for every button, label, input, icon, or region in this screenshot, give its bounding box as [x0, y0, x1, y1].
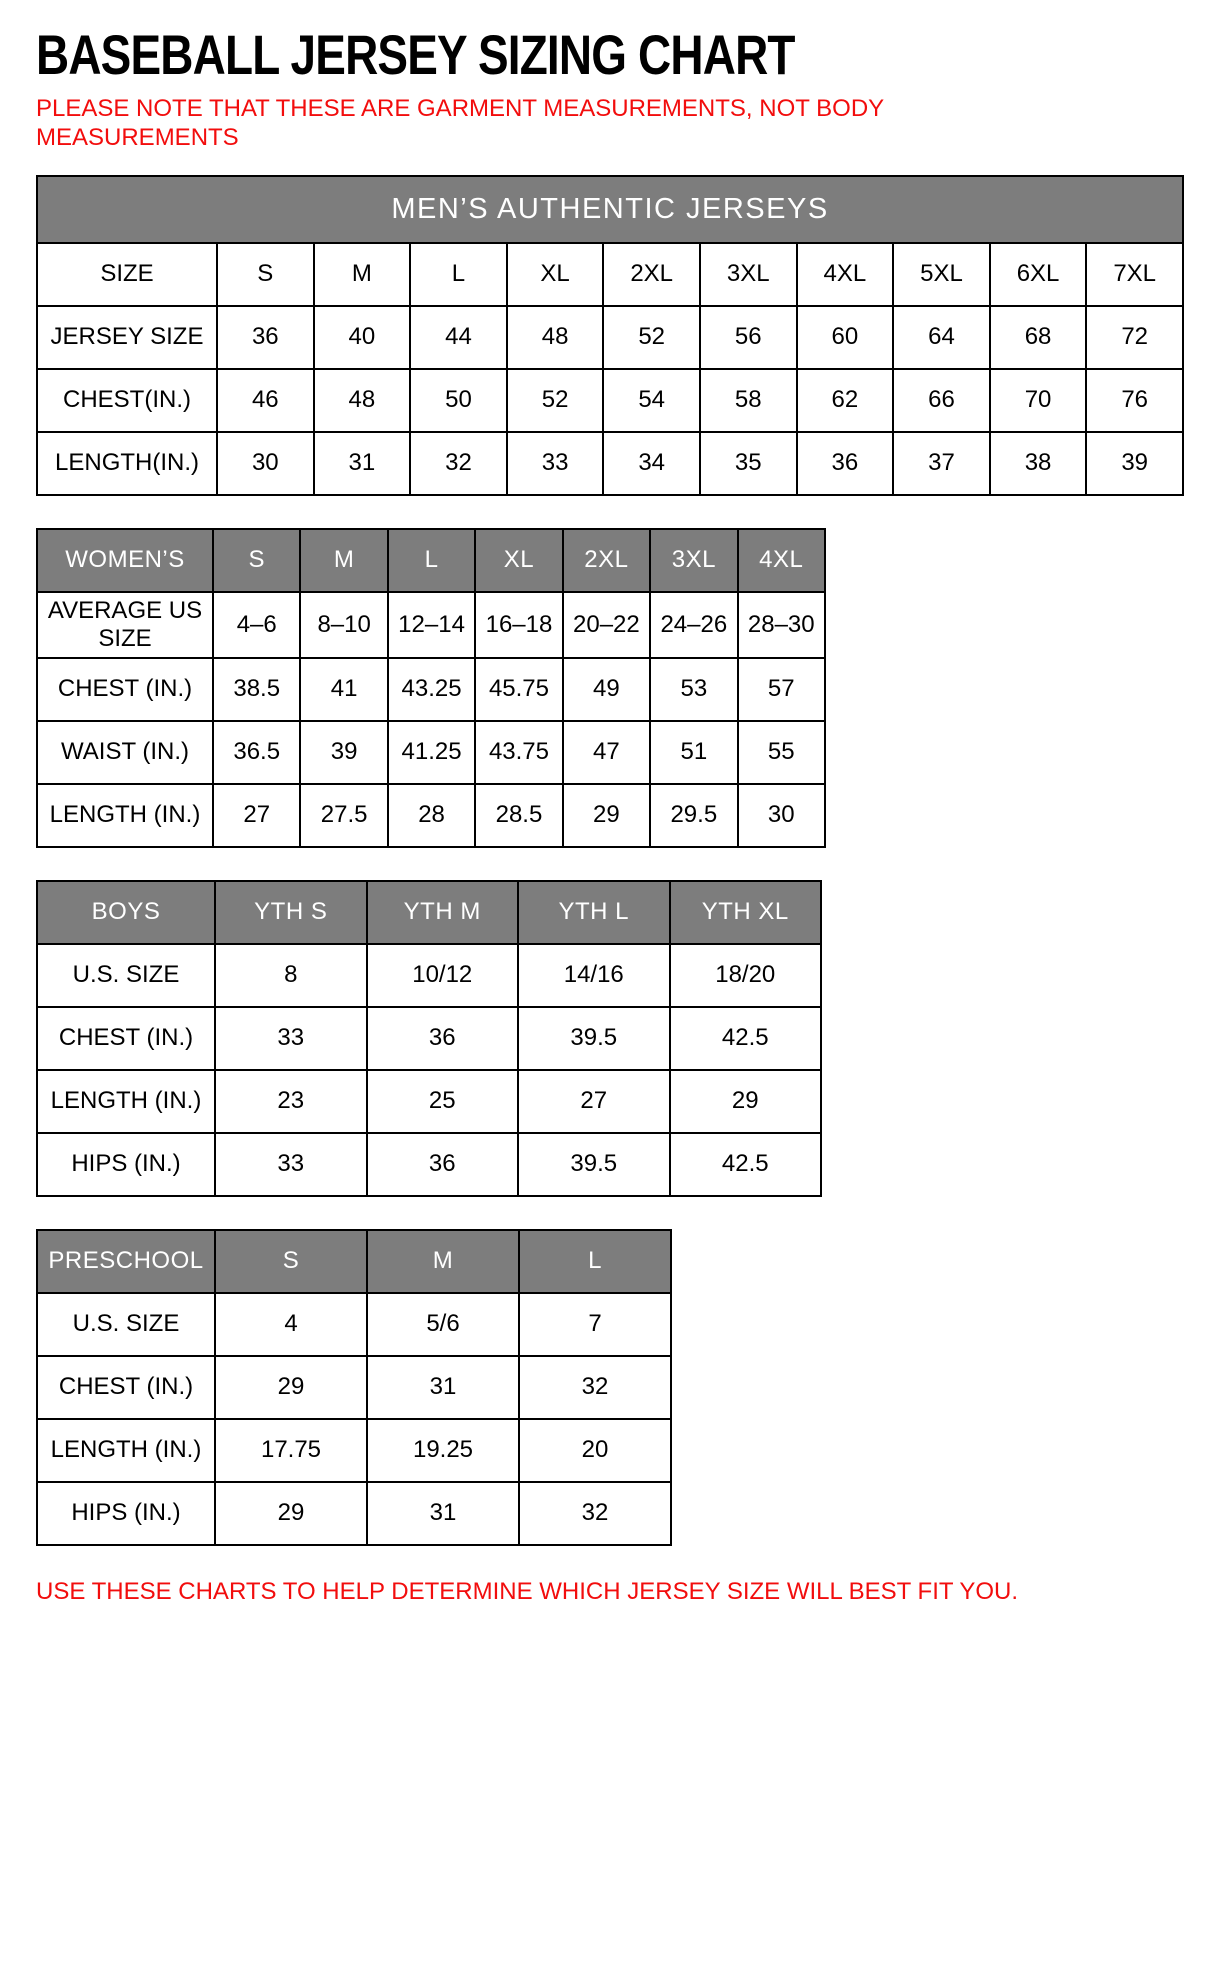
table-cell: 34	[603, 432, 700, 495]
table-cell: 39.5	[518, 1133, 670, 1196]
row-label: LENGTH (IN.)	[37, 784, 213, 847]
table-row	[37, 658, 825, 721]
table-cell: 27	[213, 784, 300, 847]
table-row	[37, 1007, 821, 1070]
table-row	[37, 306, 1183, 369]
row-label: SIZE	[37, 243, 217, 306]
table-cell: 5/6	[367, 1293, 519, 1356]
table-cell: 57	[738, 658, 825, 721]
table-cell: 8–10	[300, 592, 387, 658]
table-cell: 49	[563, 658, 650, 721]
table-cell: 32	[519, 1482, 671, 1545]
table-cell: 55	[738, 721, 825, 784]
table-cell: 10/12	[367, 944, 519, 1007]
table-row	[37, 1482, 671, 1545]
table-cell: 45.75	[475, 658, 562, 721]
table-cell: 8	[215, 944, 367, 1007]
table-cell: 16–18	[475, 592, 562, 658]
table-cell: 29	[670, 1070, 822, 1133]
table-cell: 12–14	[388, 592, 475, 658]
row-label: HIPS (IN.)	[37, 1133, 215, 1196]
table-cell: 39.5	[518, 1007, 670, 1070]
row-label: CHEST (IN.)	[37, 1356, 215, 1419]
table-cell: 40	[314, 306, 411, 369]
table-cell: 4–6	[213, 592, 300, 658]
garment-measurement-note: PLEASE NOTE THAT THESE ARE GARMENT MEASUREMENTS, NOT BODY MEASUREMENTS	[36, 95, 884, 151]
mens-table-title: MEN’S AUTHENTIC JERSEYS	[37, 176, 1183, 243]
column-header: 3XL	[650, 529, 737, 592]
row-label: U.S. SIZE	[37, 1293, 215, 1356]
table-cell: 29	[215, 1482, 367, 1545]
table-cell: 50	[410, 369, 507, 432]
column-header: 4XL	[738, 529, 825, 592]
table-row	[37, 243, 1183, 306]
table-cell: 51	[650, 721, 737, 784]
table-row	[37, 432, 1183, 495]
table-cell: 76	[1086, 369, 1183, 432]
table-cell: 31	[314, 432, 411, 495]
table-cell: 44	[410, 306, 507, 369]
table-row	[37, 369, 1183, 432]
table-cell: 41	[300, 658, 387, 721]
table-cell: 72	[1086, 306, 1183, 369]
row-label: LENGTH(IN.)	[37, 432, 217, 495]
column-header: L	[388, 529, 475, 592]
table-row	[37, 592, 825, 658]
boys-sizing-table	[36, 880, 822, 1197]
page-title: BASEBALL JERSEY SIZING CHART	[36, 23, 795, 86]
boys-header-label: BOYS	[37, 881, 215, 944]
column-header: 2XL	[563, 529, 650, 592]
table-cell: 37	[893, 432, 990, 495]
table-cell: 30	[738, 784, 825, 847]
table-row	[37, 1070, 821, 1133]
table-cell: 17.75	[215, 1419, 367, 1482]
table-cell: XL	[507, 243, 604, 306]
column-header: YTH XL	[670, 881, 822, 944]
table-cell: 28–30	[738, 592, 825, 658]
table-cell: 29.5	[650, 784, 737, 847]
row-label: JERSEY SIZE	[37, 306, 217, 369]
table-cell: 27	[518, 1070, 670, 1133]
footer-note: USE THESE CHARTS TO HELP DETERMINE WHICH JERSEY SIZE WILL BEST FIT YOU.	[36, 1577, 1019, 1605]
table-cell: 19.25	[367, 1419, 519, 1482]
table-cell: 43.25	[388, 658, 475, 721]
table-cell: 38	[990, 432, 1087, 495]
column-header: YTH M	[367, 881, 519, 944]
table-cell: 18/20	[670, 944, 822, 1007]
table-cell: 60	[797, 306, 894, 369]
table-cell: 32	[410, 432, 507, 495]
table-row	[37, 1293, 671, 1356]
table-cell: 36	[367, 1007, 519, 1070]
table-cell: 53	[650, 658, 737, 721]
column-header: XL	[475, 529, 562, 592]
table-cell: 4XL	[797, 243, 894, 306]
table-cell: 36	[367, 1133, 519, 1196]
table-cell: 20–22	[563, 592, 650, 658]
table-cell: 25	[367, 1070, 519, 1133]
table-cell: 48	[314, 369, 411, 432]
row-label: U.S. SIZE	[37, 944, 215, 1007]
table-cell: 41.25	[388, 721, 475, 784]
table-cell: 28	[388, 784, 475, 847]
row-label: LENGTH (IN.)	[37, 1419, 215, 1482]
table-cell: 31	[367, 1482, 519, 1545]
row-label: CHEST (IN.)	[37, 1007, 215, 1070]
table-cell: 36	[797, 432, 894, 495]
column-header: S	[215, 1230, 367, 1293]
table-cell: L	[410, 243, 507, 306]
preschool-sizing-table	[36, 1229, 672, 1546]
table-cell: 46	[217, 369, 314, 432]
table-cell: 23	[215, 1070, 367, 1133]
table-cell: 24–26	[650, 592, 737, 658]
table-cell: 36	[217, 306, 314, 369]
table-cell: 33	[215, 1007, 367, 1070]
table-cell: 29	[563, 784, 650, 847]
row-label: LENGTH (IN.)	[37, 1070, 215, 1133]
table-cell: 31	[367, 1356, 519, 1419]
table-cell: 3XL	[700, 243, 797, 306]
table-cell: 5XL	[893, 243, 990, 306]
womens-sizing-table	[36, 528, 826, 848]
table-cell: 39	[300, 721, 387, 784]
table-cell: 39	[1086, 432, 1183, 495]
table-cell: 70	[990, 369, 1087, 432]
row-label: HIPS (IN.)	[37, 1482, 215, 1545]
row-label: WAIST (IN.)	[37, 721, 213, 784]
table-row	[37, 721, 825, 784]
table-cell: 38.5	[213, 658, 300, 721]
column-header: M	[300, 529, 387, 592]
womens-header-label: WOMEN’S	[37, 529, 213, 592]
table-cell: S	[217, 243, 314, 306]
table-cell: 56	[700, 306, 797, 369]
table-cell: 14/16	[518, 944, 670, 1007]
preschool-header-label: PRESCHOOL	[37, 1230, 215, 1293]
table-row	[37, 1133, 821, 1196]
table-cell: 36.5	[213, 721, 300, 784]
table-cell: 7XL	[1086, 243, 1183, 306]
table-row	[37, 1356, 671, 1419]
table-cell: 30	[217, 432, 314, 495]
table-cell: 7	[519, 1293, 671, 1356]
table-cell: 32	[519, 1356, 671, 1419]
table-cell: 43.75	[475, 721, 562, 784]
table-cell: 29	[215, 1356, 367, 1419]
table-cell: 42.5	[670, 1133, 822, 1196]
table-cell: 27.5	[300, 784, 387, 847]
table-cell: 66	[893, 369, 990, 432]
table-cell: 54	[603, 369, 700, 432]
table-cell: 62	[797, 369, 894, 432]
table-cell: M	[314, 243, 411, 306]
row-label: CHEST(IN.)	[37, 369, 217, 432]
table-cell: 42.5	[670, 1007, 822, 1070]
row-label: CHEST (IN.)	[37, 658, 213, 721]
table-cell: 35	[700, 432, 797, 495]
column-header: M	[367, 1230, 519, 1293]
row-label: AVERAGE US SIZE	[37, 592, 213, 658]
column-header: L	[519, 1230, 671, 1293]
mens-sizing-table	[36, 175, 1184, 496]
table-cell: 6XL	[990, 243, 1087, 306]
table-cell: 33	[215, 1133, 367, 1196]
table-cell: 28.5	[475, 784, 562, 847]
table-cell: 68	[990, 306, 1087, 369]
table-cell: 52	[603, 306, 700, 369]
table-cell: 58	[700, 369, 797, 432]
table-cell: 64	[893, 306, 990, 369]
table-cell: 52	[507, 369, 604, 432]
table-cell: 2XL	[603, 243, 700, 306]
table-cell: 48	[507, 306, 604, 369]
column-header: S	[213, 529, 300, 592]
table-cell: 20	[519, 1419, 671, 1482]
table-cell: 33	[507, 432, 604, 495]
column-header: YTH S	[215, 881, 367, 944]
table-row	[37, 784, 825, 847]
table-row	[37, 1419, 671, 1482]
table-cell: 47	[563, 721, 650, 784]
column-header: YTH L	[518, 881, 670, 944]
table-cell: 4	[215, 1293, 367, 1356]
table-row	[37, 944, 821, 1007]
